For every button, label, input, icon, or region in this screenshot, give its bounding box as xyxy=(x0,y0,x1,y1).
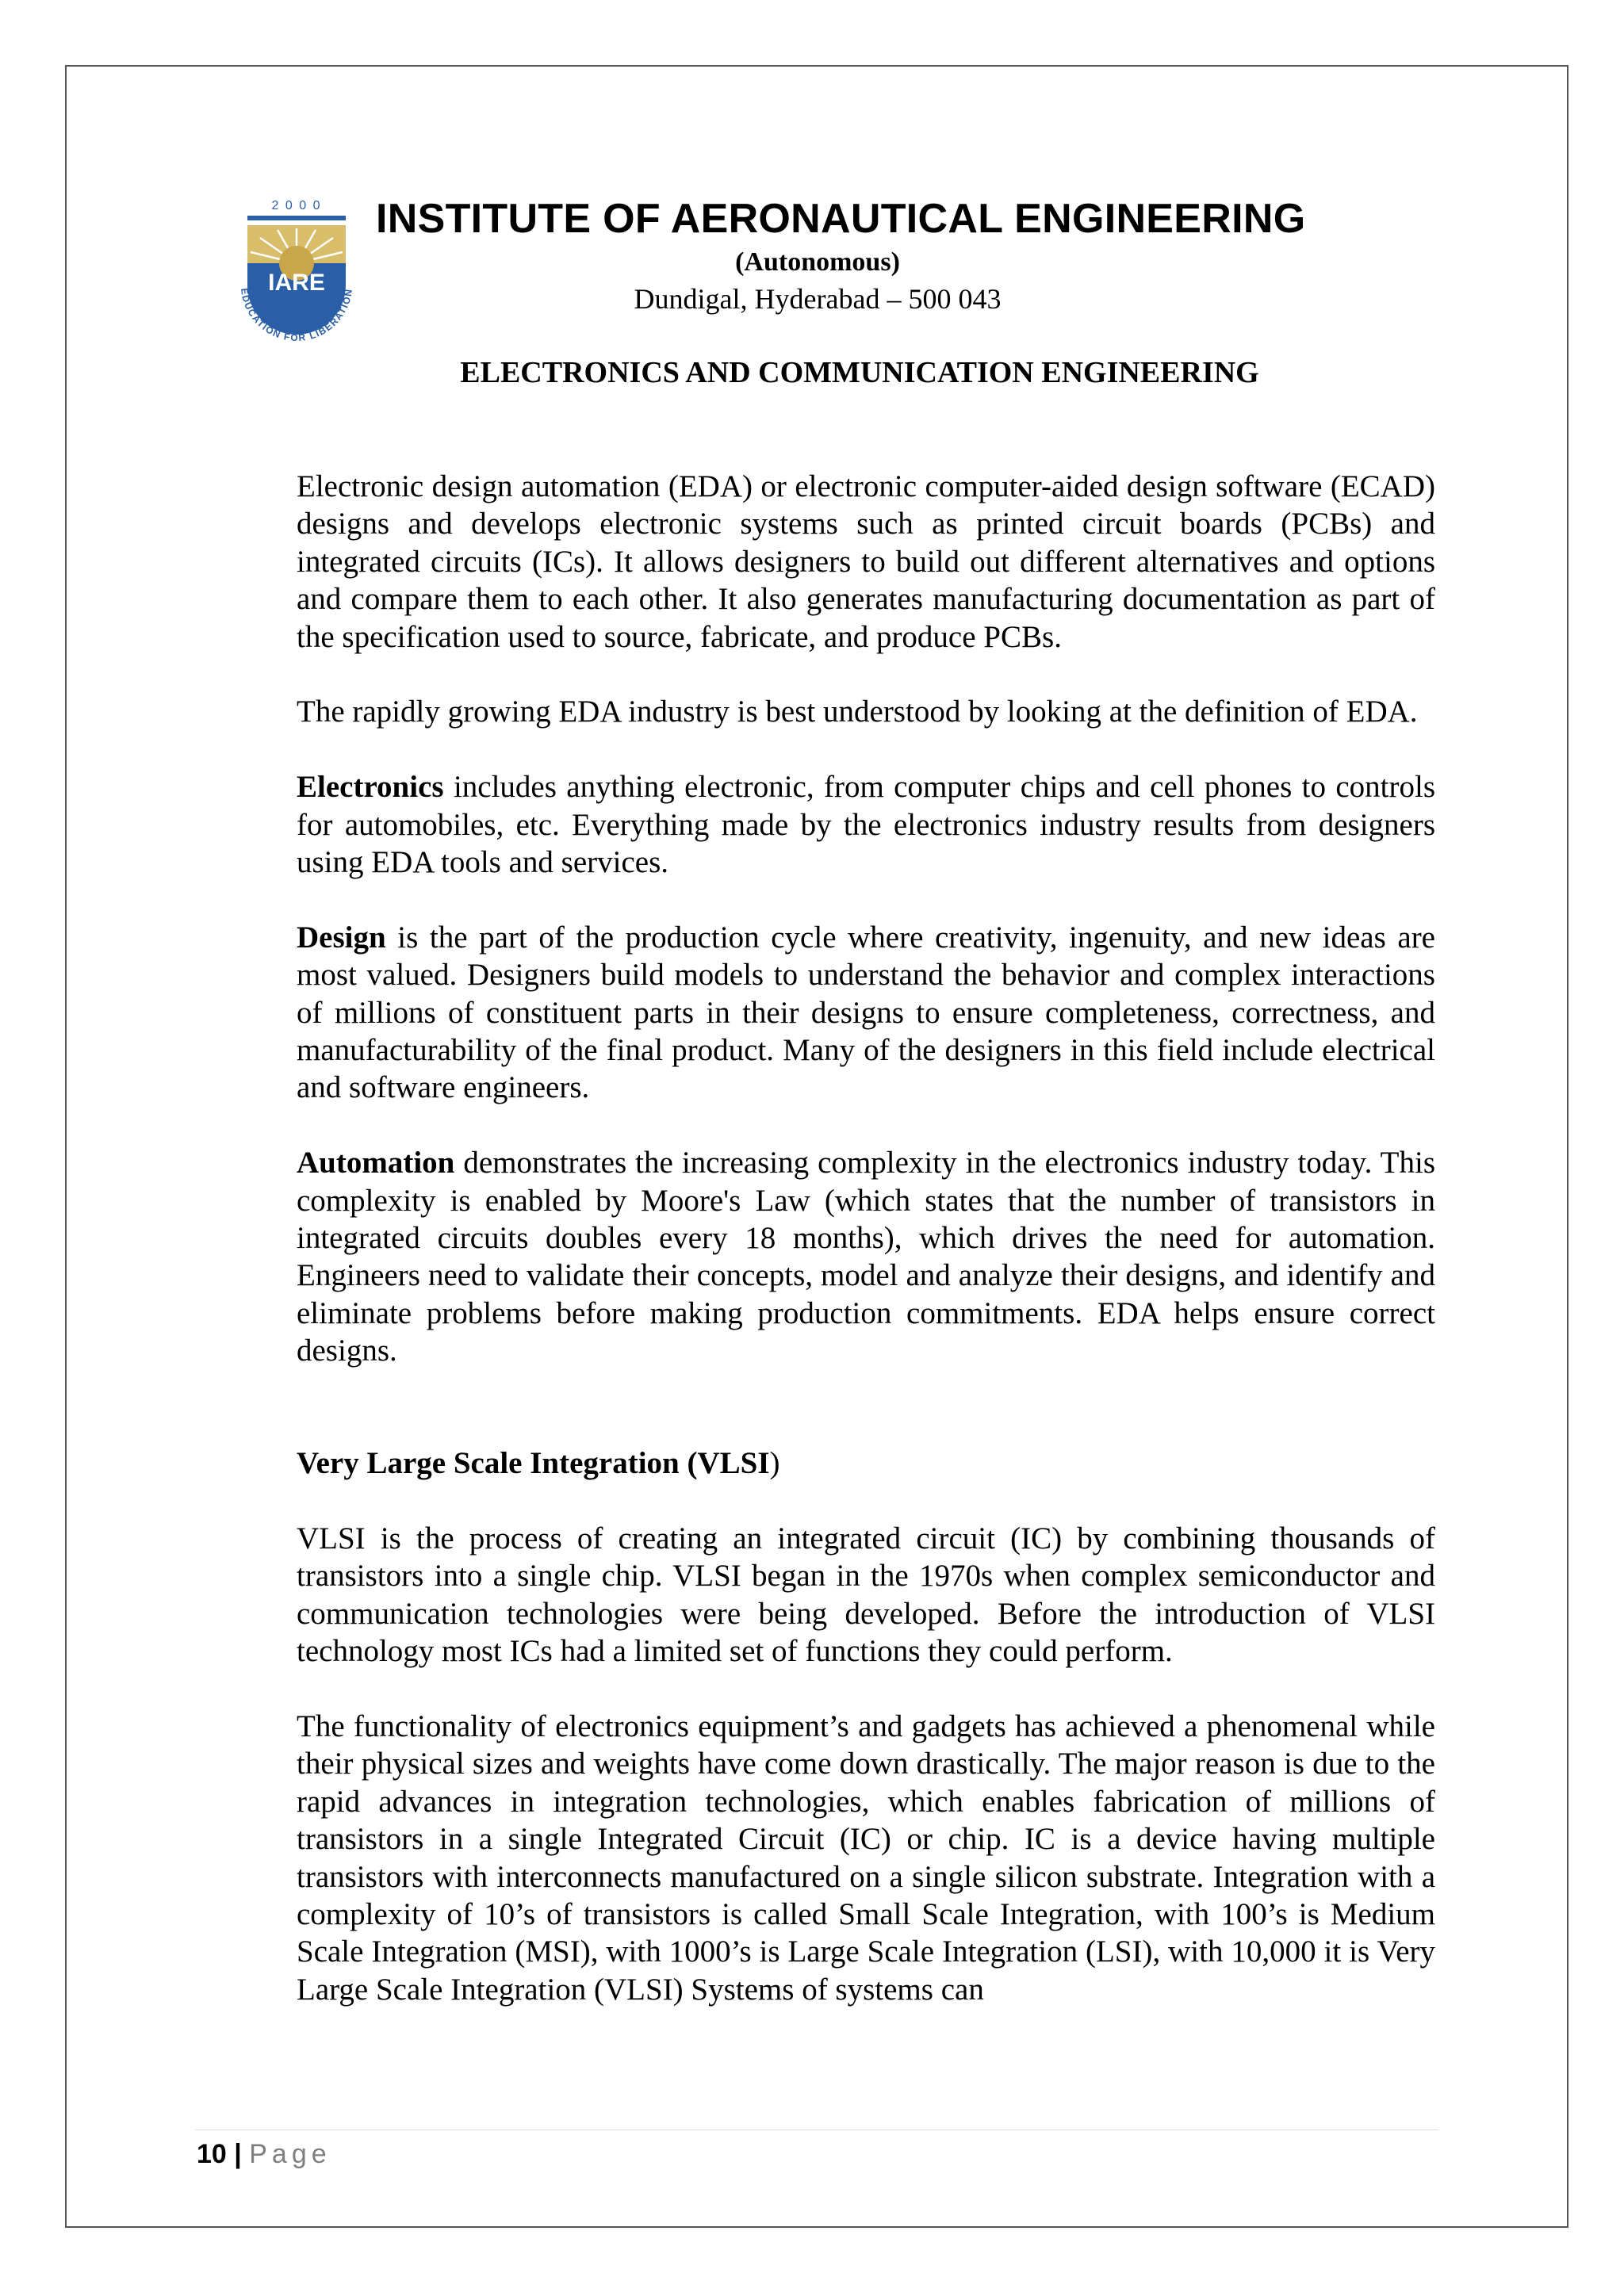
page-label: Page xyxy=(249,2139,331,2169)
page-footer: 10 | Page xyxy=(197,2139,331,2169)
logo-year: 2 0 0 0 xyxy=(271,199,322,212)
term-electronics: Electronics xyxy=(297,770,444,805)
paragraph-vlsi-integration: The functionality of electronics equipment’s and gadgets has achieved a phenomenal while their physical sizes and weights have come down drastically. The major reason is due to the rapid advances in integration technologies, which enables fabrication of millions of transistors in a single Integrated Circuit (IC) or chip. IC is a device having multiple transistors with interconnects manufactured on a single silicon substrate. Integration with a complexity of 10’s of transistors is called Small Scale Integration, with 100’s is Medium Scale Integration (MSI), with 1000’s is Large Scale Integration (LSI), with 10,000 it is Very Large Scale Integration (VLSI) Systems of systems can xyxy=(297,1709,1435,2007)
paragraph-eda-industry: The rapidly growing EDA industry is best understood by looking at the definition of EDA. xyxy=(297,695,1418,729)
page-number: 10 xyxy=(197,2139,227,2169)
paragraph-vlsi-definition: VLSI is the process of creating an integrated circuit (IC) by combining thousands of transistors into a single chip. VLSI began in the 1970s when complex semiconductor and communication technologies were being developed. Before the introduction of VLSI technology most ICs had a limited set of functions they could perform. xyxy=(297,1521,1435,1669)
term-design: Design xyxy=(297,920,386,955)
term-automation: Automation xyxy=(297,1146,455,1181)
logo-motto: EDUCATION FOR LIBERATION xyxy=(238,287,355,344)
paragraph-design: Design is the part of the production cycle where creativity, ingenuity, and new ideas are most valued. Designers build models to understand the behavior and complex interactions of millions of constituent parts in their designs to ensure completeness, correctness, and manufacturability of the final product. Many of the designers in this field include electrical and software engineers. xyxy=(297,920,1435,1105)
department-title: ELECTRONICS AND COMMUNICATION ENGINEERING xyxy=(460,356,1259,389)
section-heading-vlsi: Very Large Scale Integration (VLSI) xyxy=(297,1446,780,1481)
logo-acronym: IARE xyxy=(268,270,325,296)
paragraph-automation: Automation demonstrates the increasing complexity in the electronics industry today. This complexity is enabled by Moore's Law (which states that the number of transistors in integrated circuits doubles every 18 months), which drives the need for automation. Engineers need to validate their concepts, model and analyze their designs, and identify and eliminate problems before making production commitments. EDA helps ensure correct designs. xyxy=(297,1146,1435,1368)
institute-address: Dundigal, Hyderabad – 500 043 xyxy=(634,283,1002,315)
document-body xyxy=(297,468,1435,2046)
institute-title: INSTITUTE OF AERONAUTICAL ENGINEERING xyxy=(376,196,1306,242)
paragraph-electronics: Electronics includes anything electronic, from computer chips and cell phones to controls for automobiles, etc. Everything made by the electronics industry results from designers using EDA tools and services. xyxy=(297,770,1435,880)
paragraph-eda-intro: Electronic design automation (EDA) or electronic computer-aided design software (ECAD) designs and develops electronic systems such as printed circuit boards (PCBs) and integrated circuits (ICs). It allows designers to build out different alternatives and options and compare them to each other. It also generates manufacturing documentation as part of the specification used to source, fabricate, and produce PCBs. xyxy=(297,469,1435,654)
autonomous-label: (Autonomous) xyxy=(735,247,900,277)
